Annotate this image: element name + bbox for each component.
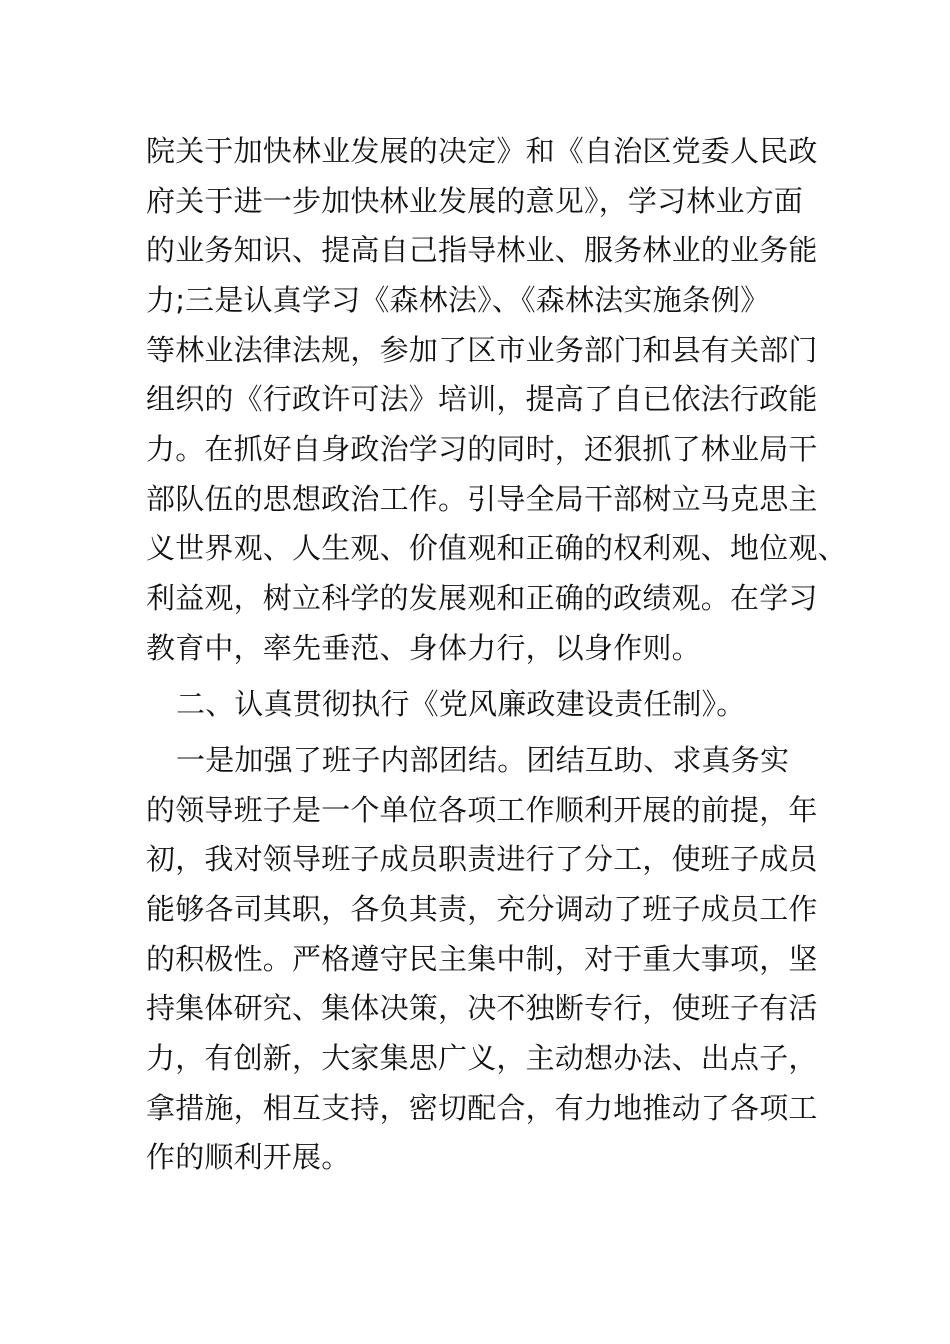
text-line: 力;三是认真学习《森林法》、《森林法实施条例》: [146, 283, 770, 317]
text-line: 初，我对领导班子成员职责进行了分工，使班子成员: [146, 842, 818, 876]
text-line: 义世界观、人生观、价值观和正确的权利观、地位观、: [146, 531, 847, 565]
text-line: 等林业法律法规，参加了区市业务部门和县有关部门: [146, 333, 818, 367]
text-line: 拿措施，相互支持，密切配合，有力地推动了各项工: [146, 1091, 818, 1125]
text-line: 利益观，树立科学的发展观和正确的政绩观。在学习: [146, 581, 818, 615]
text-line: 的领导班子是一个单位各项工作顺利开展的前提，年: [146, 793, 818, 827]
text-line: 能够各司其职，各负其责，充分调动了班子成员工作: [146, 892, 818, 926]
section-heading: 二、认真贯彻执行《党风廉政建设责任制》。: [176, 687, 746, 721]
text-line: 教育中，率先垂范、身体力行，以身作则。: [146, 631, 701, 665]
text-line: 府关于进一步加快林业发展的意见》，学习林业方面: [146, 184, 804, 218]
text-line: 组织的《行政许可法》培训，提高了自已依法行政能: [146, 382, 818, 416]
text-line: 力。在抓好自身政治学习的同时，还狠抓了林业局干: [146, 432, 818, 466]
text-line: 的业务知识、提高自己指导林业、服务林业的业务能: [146, 233, 818, 267]
text-line: 部队伍的思想政治工作。引导全局干部树立马克思主: [146, 482, 818, 516]
text-line: 的积极性。严格遵守民主集中制，对于重大事项，坚: [146, 942, 818, 976]
text-line: 力，有创新，大家集思广义，主动想办法、出点子，: [146, 1041, 818, 1075]
paragraph-first-line: 一是加强了班子内部团结。团结互助、求真务实: [176, 743, 790, 777]
text-line: 院关于加快林业发展的决定》和《自治区党委人民政: [146, 134, 818, 168]
text-line: 持集体研究、集体决策，决不独断专行，使班子有活: [146, 991, 818, 1025]
text-line: 作的顺利开展。: [146, 1140, 351, 1174]
